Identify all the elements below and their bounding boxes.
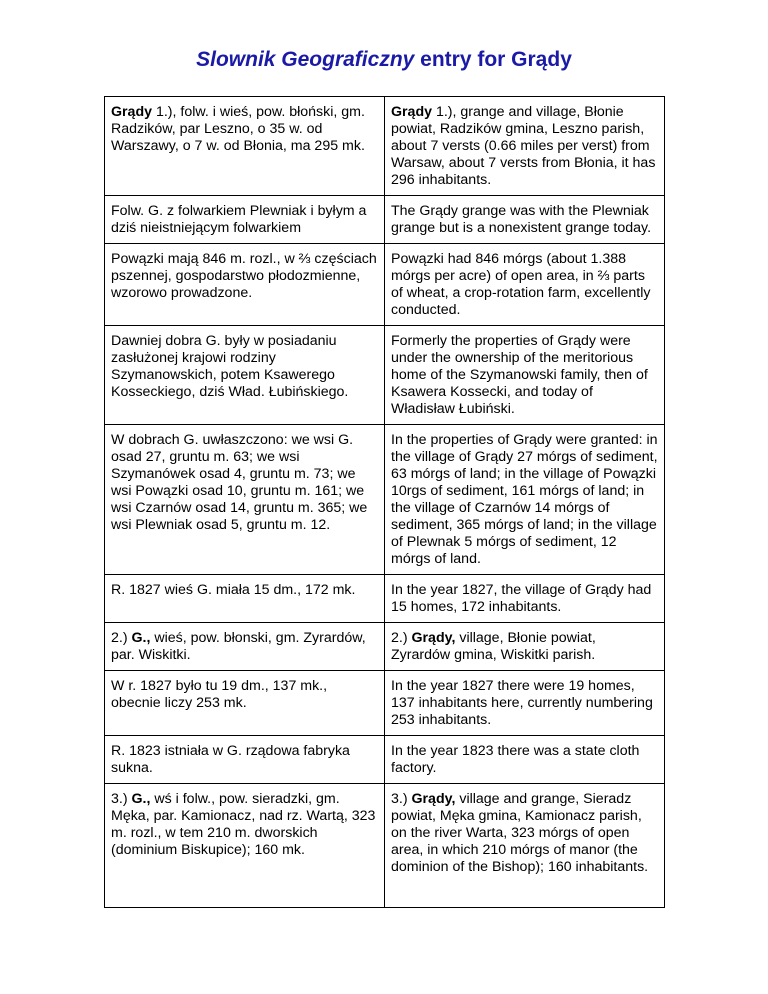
entry-number: 3.) bbox=[391, 791, 412, 807]
table-row bbox=[105, 575, 665, 623]
table-row bbox=[105, 244, 665, 326]
english-cell bbox=[385, 575, 665, 623]
english-text: In the year 1827 there were 19 homes, 137 inhabitants here, currently numbering 253 inhabitants. bbox=[391, 678, 653, 728]
entry-number: 2.) bbox=[111, 630, 132, 646]
title-italic: Slownik Geograficzny bbox=[196, 48, 415, 71]
english-text: village, Błonie powiat, Zyrardów gmina, Wiskitki parish. bbox=[391, 630, 596, 663]
page-title bbox=[0, 47, 768, 73]
polish-text: W r. 1827 było tu 19 dm., 137 mk., obecnie liczy 253 mk. bbox=[111, 678, 328, 711]
headword: Grądy, bbox=[411, 630, 456, 646]
polish-cell bbox=[105, 196, 385, 244]
polish-cell bbox=[105, 736, 385, 784]
headword: G., bbox=[131, 630, 151, 646]
polish-text: wś i folw., pow. sieradzki, gm. Męka, par. Kamionacz, nad rz. Wartą, 323 m. rozl., w tem 210 m. dworskich (dominium Biskupice); 160 mk. bbox=[111, 791, 376, 858]
english-text: village and grange, Sieradz powiat, Męka gmina, Kamionacz parish, on the river Warta, 323 mórgs of open area, in which 210 mórgs of manor (the dominion of the Bishop); 160 inhabitants. bbox=[391, 791, 649, 875]
english-text: In the properties of Grądy were granted: in the village of Grądy 27 mórgs of sediment, 63 mórgs of land; in the village of Powązki 10rgs of sediment, 161 mórgs of land; in the village of Czarnów 14 mórgs of sediment, 365 mórgs of land; in the village of Plewnak 5 mórgs of sediment, 12 mórgs of land. bbox=[391, 432, 658, 567]
table-row bbox=[105, 736, 665, 784]
polish-cell bbox=[105, 97, 385, 196]
english-cell bbox=[385, 196, 665, 244]
english-cell bbox=[385, 425, 665, 575]
english-cell bbox=[385, 623, 665, 671]
polish-cell bbox=[105, 326, 385, 425]
polish-cell bbox=[105, 244, 385, 326]
title-rest: entry for Grądy bbox=[414, 48, 572, 71]
english-text: The Grądy grange was with the Plewniak grange but is a nonexistent grange today. bbox=[391, 203, 652, 236]
entry-number: 3.) bbox=[111, 791, 132, 807]
english-cell bbox=[385, 326, 665, 425]
table-row bbox=[105, 326, 665, 425]
polish-cell bbox=[105, 575, 385, 623]
english-text: Formerly the properties of Grądy were under the ownership of the meritorious home of the Szymanowski family, then of Ksawera Kossecki, and today of Władisław Łubiński. bbox=[391, 333, 648, 417]
table-row bbox=[105, 97, 665, 196]
polish-text: Powązki mają 846 m. rozl., w ⅔ częściach pszennej, gospodarstwo płodozmienne, wzorowo prowadzone. bbox=[111, 251, 377, 301]
english-text: Powązki had 846 mórgs (about 1.388 mórgs per acre) of open area, in ⅔ parts of wheat, a crop-rotation farm, excellently conducted. bbox=[391, 251, 651, 318]
polish-cell bbox=[105, 784, 385, 908]
table-row bbox=[105, 784, 665, 908]
polish-cell bbox=[105, 425, 385, 575]
polish-text: R. 1827 wieś G. miała 15 dm., 172 mk. bbox=[111, 582, 356, 598]
english-text: 1.), grange and village, Błonie powiat, Radzików gmina, Leszno parish, about 7 versts (0.66 miles per verst) from Warsaw, about 7 versts from Błonia, it has 296 inhabitants. bbox=[391, 104, 656, 188]
table-row bbox=[105, 425, 665, 575]
headword: Grądy, bbox=[411, 791, 456, 807]
english-cell bbox=[385, 97, 665, 196]
entry-number: 2.) bbox=[391, 630, 412, 646]
polish-cell bbox=[105, 623, 385, 671]
polish-text: W dobrach G. uwłaszczono: we wsi G. osad 27, gruntu m. 63; we wsi Szymanówek osad 4, gruntu m. 73; we wsi Powązki osad 10, gruntu m. 161; we wsi Czarnów osad 14, gruntu m. 365; we wsi Plewniak osad 5, gruntu m. 12. bbox=[111, 432, 368, 533]
english-text: In the year 1823 there was a state cloth factory. bbox=[391, 743, 640, 776]
headword: Grądy bbox=[391, 104, 433, 120]
english-cell bbox=[385, 784, 665, 908]
table-row bbox=[105, 196, 665, 244]
polish-text: Dawniej dobra G. były w posiadaniu zasłużonej krajowi rodziny Szymanowskich, potem Ksawerego Kosseckiego, dziś Wład. Łubińskiego. bbox=[111, 333, 349, 400]
headword: G., bbox=[131, 791, 151, 807]
table-row bbox=[105, 671, 665, 736]
english-cell bbox=[385, 671, 665, 736]
polish-text: Folw. G. z folwarkiem Plewniak i byłym a dziś nieistniejącym folwarkiem bbox=[111, 203, 367, 236]
polish-cell bbox=[105, 671, 385, 736]
english-text: In the year 1827, the village of Grądy had 15 homes, 172 inhabitants. bbox=[391, 582, 652, 615]
english-cell bbox=[385, 244, 665, 326]
polish-text: 1.), folw. i wieś, pow. błoński, gm. Radzików, par Leszno, o 35 w. od Warszawy, o 7 w. od Błonia, ma 295 mk. bbox=[111, 104, 365, 154]
english-cell bbox=[385, 736, 665, 784]
table-row bbox=[105, 623, 665, 671]
polish-text: R. 1823 istniała w G. rządowa fabryka sukna. bbox=[111, 743, 350, 776]
headword: Grądy bbox=[111, 104, 153, 120]
entry-table bbox=[104, 96, 665, 908]
polish-text: wieś, pow. błonski, gm. Zyrardów, par. Wiskitki. bbox=[111, 630, 366, 663]
